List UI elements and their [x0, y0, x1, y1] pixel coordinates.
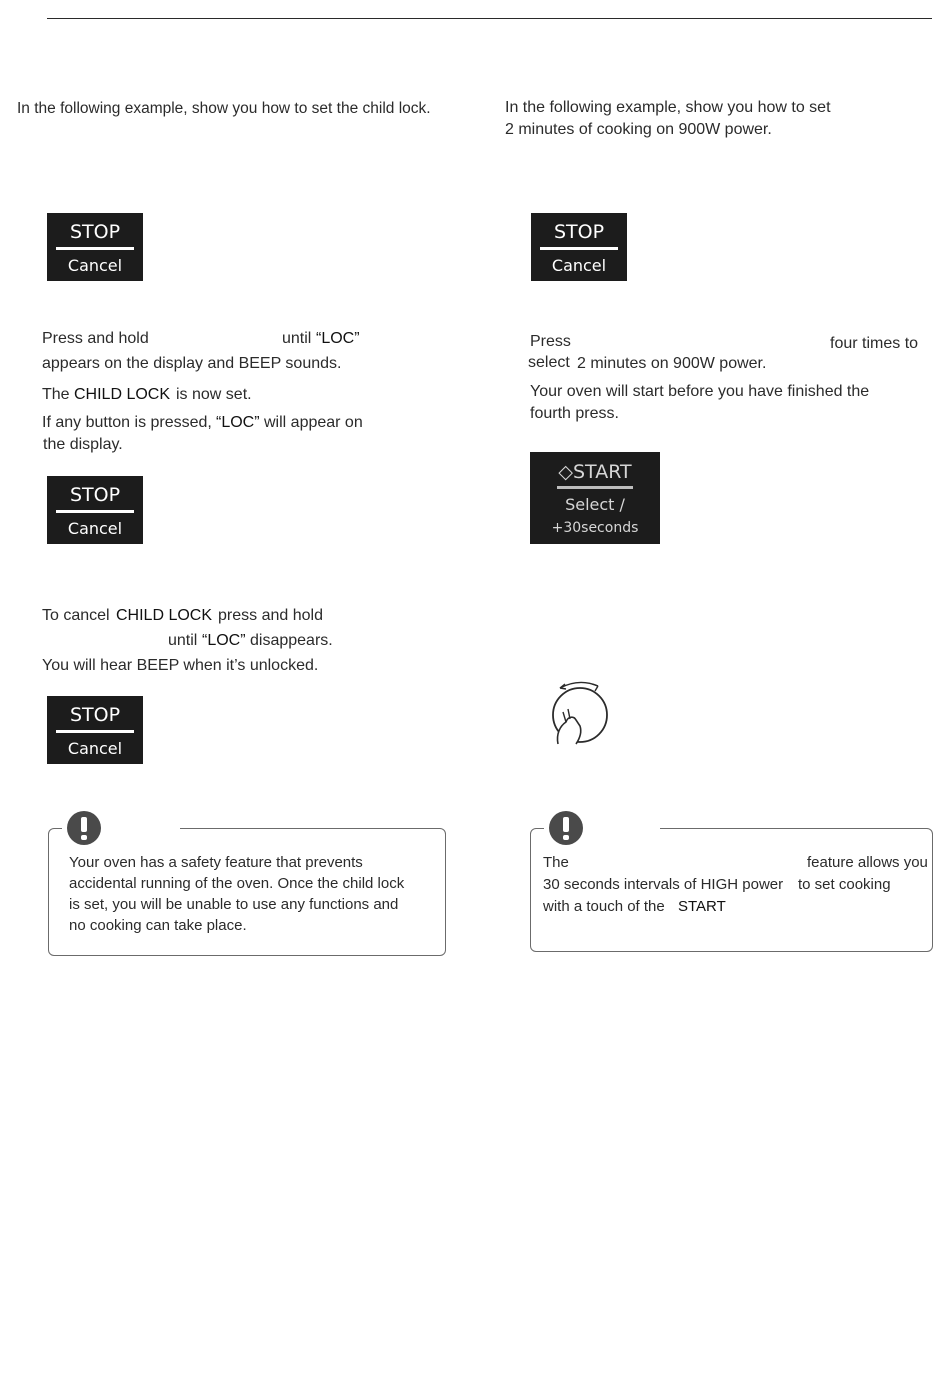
note-line-1: Your oven has a safety feature that prevents	[69, 854, 363, 871]
start-diamond-icon: ◇	[558, 461, 573, 483]
appears-text: appears on the display and BEEP sounds.	[42, 355, 342, 372]
the-text: The	[42, 386, 70, 403]
the-display-text: the display.	[43, 436, 123, 453]
stop-cancel-key-1: STOP Cancel	[47, 213, 143, 281]
child-lock-label: CHILD LOCK	[74, 386, 171, 403]
header-rule	[47, 18, 932, 19]
note-line-3: is set, you will be unable to use any functions and	[69, 896, 399, 913]
child-lock-label-2: CHILD LOCK	[116, 607, 213, 624]
loc-text-3: “LOC”	[202, 632, 246, 649]
now-set-text: is now set.	[176, 386, 252, 403]
disappears-text: disappears.	[250, 632, 333, 649]
oven-start-text-2: fourth press.	[530, 405, 619, 422]
note-feature: feature allows you	[807, 854, 928, 871]
loc-text-2: “LOC”	[216, 414, 260, 431]
exclamation-note-icon	[549, 811, 583, 845]
note-touch: with a touch of the	[543, 898, 665, 915]
press-text: Press	[530, 333, 571, 350]
quick-start-intro-2: 2 minutes of cooking on 900W power.	[505, 121, 772, 138]
stop-cancel-key-2: STOP Cancel	[47, 476, 143, 544]
two-minutes-text: 2 minutes on 900W power.	[577, 355, 767, 372]
press-and-hold-text: Press and hold	[42, 330, 149, 347]
any-button-text: If any button is pressed,	[42, 414, 212, 431]
stop-cancel-key-4: STOP Cancel	[531, 213, 627, 281]
note-line-4: no cooking can take place.	[69, 917, 247, 934]
loc-text: “LOC”	[316, 330, 360, 347]
note-line-2: accidental running of the oven. Once the child lock	[69, 875, 405, 892]
note-intervals: 30 seconds intervals of HIGH power	[543, 876, 784, 893]
child-lock-intro: In the following example, show you how to set the child lock.	[17, 100, 431, 117]
note-set-cooking: to set cooking	[798, 876, 891, 893]
select-text: select	[528, 354, 570, 371]
four-times-text: four times to	[830, 335, 919, 352]
beep-unlocked-text: You will hear BEEP when it’s unlocked.	[42, 657, 319, 674]
to-cancel-text: To cancel	[42, 607, 110, 624]
until-text: until	[282, 330, 312, 347]
until-text-2: until	[168, 632, 198, 649]
quick-start-intro-1: In the following example, show you how to set	[505, 99, 831, 116]
press-hold-text-2: press and hold	[218, 607, 323, 624]
stop-cancel-key-3: STOP Cancel	[47, 696, 143, 764]
oven-start-text-1: Your oven will start before you have finished the	[530, 383, 870, 400]
dial-hand-icon	[546, 676, 612, 748]
will-appear-text: will appear on	[264, 414, 363, 431]
note-start: START	[678, 898, 726, 915]
note-the: The	[543, 854, 569, 871]
start-select-key: ◇START Select / +30seconds	[530, 452, 660, 544]
exclamation-note-icon	[67, 811, 101, 845]
